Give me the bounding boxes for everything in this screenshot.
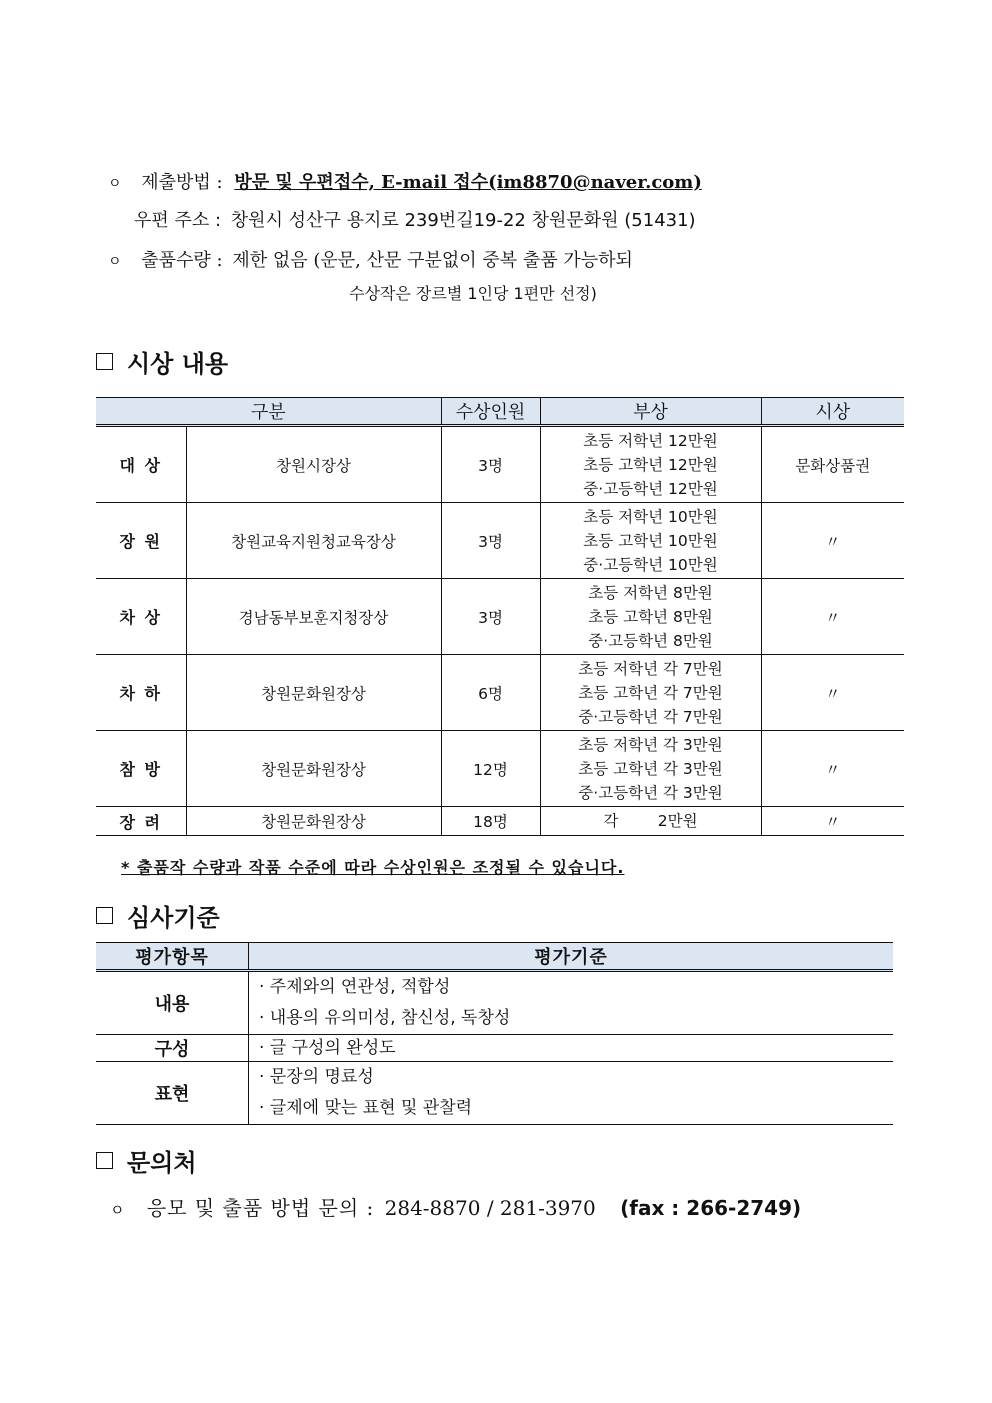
standard-line: · 글제에 맞는 표현 및 관찰력 xyxy=(259,1098,473,1118)
prize-line: 초등 고학년 12만원 xyxy=(583,455,718,474)
award-count: 3명 xyxy=(441,426,540,503)
award-grade: 대 상 xyxy=(96,426,186,503)
award-name: 창원문화원장상 xyxy=(186,655,441,731)
table-row xyxy=(96,579,904,655)
bullet: ㅇ xyxy=(110,1201,125,1219)
table-row xyxy=(96,1062,893,1125)
standard-line: · 내용의 유의미성, 참신성, 독창성 xyxy=(259,1008,511,1028)
award-grade: 참 방 xyxy=(96,731,186,807)
award-count: 3명 xyxy=(441,503,540,579)
prize-line: 각 2만원 xyxy=(603,812,698,830)
prize-line: 중·고등학년 10만원 xyxy=(583,555,718,574)
prize-line: 중·고등학년 8만원 xyxy=(588,631,713,650)
award-type: 〃 xyxy=(761,807,904,836)
prize-line: 초등 저학년 8만원 xyxy=(588,583,713,602)
award-prize xyxy=(540,807,761,836)
prize-line: 초등 저학년 각 7만원 xyxy=(578,659,723,678)
award-count: 3명 xyxy=(441,579,540,655)
award-count: 12명 xyxy=(441,731,540,807)
bullet: ㅇ xyxy=(108,176,122,192)
header-standard: 평가기준 xyxy=(249,943,894,971)
checkbox-square-icon xyxy=(96,907,113,924)
awards-section-title: 시상 내용 xyxy=(127,350,229,378)
contact-fax: (fax : 266-2749) xyxy=(620,1196,802,1220)
award-name: 창원시장상 xyxy=(186,426,441,503)
checkbox-square-icon xyxy=(96,1152,113,1169)
prize-line: 초등 고학년 각 7만원 xyxy=(578,683,723,702)
award-type: 〃 xyxy=(761,731,904,807)
prize-line: 초등 고학년 각 3만원 xyxy=(578,759,723,778)
contact-section-title: 문의처 xyxy=(127,1149,197,1177)
table-row xyxy=(96,807,904,836)
award-type: 문화상품권 xyxy=(761,426,904,503)
standard-line: · 문장의 명료성 xyxy=(259,1067,374,1087)
criteria-table xyxy=(96,942,893,1125)
submission-method-label: 제출방법 : xyxy=(141,172,223,193)
postal-address-line xyxy=(134,206,696,232)
table-header-row xyxy=(96,398,904,426)
checkbox-square-icon xyxy=(96,353,113,370)
award-name: 창원문화원장상 xyxy=(186,731,441,807)
award-name: 창원문화원장상 xyxy=(186,807,441,836)
award-grade: 장 원 xyxy=(96,503,186,579)
table-row xyxy=(96,731,904,807)
submission-method-value: 방문 및 우편접수, E-mail 접수(im8870@naver.com) xyxy=(234,172,702,193)
criteria-standards xyxy=(249,1035,894,1062)
submission-quantity-label: 출품수량 : xyxy=(141,250,223,271)
standard-line: · 글 구성의 완성도 xyxy=(259,1038,396,1058)
table-header-row xyxy=(96,943,893,971)
criteria-standards xyxy=(249,1062,894,1125)
header-category: 구분 xyxy=(96,398,441,426)
award-type: 〃 xyxy=(761,503,904,579)
contact-label: 응모 및 출품 방법 문의 : xyxy=(146,1196,375,1220)
contact-line xyxy=(110,1192,801,1221)
award-prize xyxy=(540,655,761,731)
contact-section-heading xyxy=(96,1143,197,1178)
table-row xyxy=(96,971,893,1035)
award-count: 6명 xyxy=(441,655,540,731)
table-row xyxy=(96,503,904,579)
award-grade: 차 상 xyxy=(96,579,186,655)
awards-section-heading xyxy=(96,344,228,379)
prize-line: 중·고등학년 각 7만원 xyxy=(578,707,723,726)
bullet: ㅇ xyxy=(108,254,122,270)
prize-line: 초등 저학년 10만원 xyxy=(583,507,718,526)
criteria-item: 표현 xyxy=(96,1062,249,1125)
submission-quantity-line xyxy=(108,246,633,272)
submission-method-line xyxy=(108,168,702,194)
award-count: 18명 xyxy=(441,807,540,836)
header-count: 수상인원 xyxy=(441,398,540,426)
award-prize xyxy=(540,579,761,655)
header-prize: 부상 xyxy=(540,398,761,426)
award-name: 경남동부보훈지청장상 xyxy=(186,579,441,655)
standard-line: · 주제와의 연관성, 적합성 xyxy=(259,977,451,997)
header-item: 평가항목 xyxy=(96,943,249,971)
contact-phones: 284-8870 / 281-3970 xyxy=(384,1196,596,1220)
award-type: 〃 xyxy=(761,579,904,655)
award-grade: 장 려 xyxy=(96,807,186,836)
submission-quantity-note: 수상작은 장르별 1인당 1편만 선정) xyxy=(349,284,597,303)
criteria-standards xyxy=(249,971,894,1035)
criteria-section-heading xyxy=(96,898,220,933)
award-prize xyxy=(540,731,761,807)
table-row xyxy=(96,655,904,731)
table-row xyxy=(96,426,904,503)
prize-line: 초등 고학년 8만원 xyxy=(588,607,713,626)
award-name: 창원교육지원청교육장상 xyxy=(186,503,441,579)
prize-line: 중·고등학년 각 3만원 xyxy=(578,783,723,802)
awards-table xyxy=(96,397,904,836)
submission-quantity-value: 제한 없음 (운문, 산문 구분없이 중복 출품 가능하되 xyxy=(232,250,633,271)
postal-address-label: 우편 주소 : xyxy=(134,210,222,231)
postal-address-value: 창원시 성산구 용지로 239번길19-22 창원문화원 (51431) xyxy=(230,210,696,231)
award-grade: 차 하 xyxy=(96,655,186,731)
header-award: 시상 xyxy=(761,398,904,426)
table-row xyxy=(96,1035,893,1062)
prize-line: 초등 저학년 12만원 xyxy=(583,431,718,450)
award-prize xyxy=(540,426,761,503)
criteria-section-title: 심사기준 xyxy=(127,904,220,932)
criteria-item: 구성 xyxy=(96,1035,249,1062)
award-prize xyxy=(540,503,761,579)
prize-line: 초등 고학년 10만원 xyxy=(583,531,718,550)
criteria-item: 내용 xyxy=(96,971,249,1035)
prize-line: 중·고등학년 12만원 xyxy=(583,479,718,498)
award-type: 〃 xyxy=(761,655,904,731)
prize-line: 초등 저학년 각 3만원 xyxy=(578,735,723,754)
awards-note: * 출품작 수량과 작품 수준에 따라 수상인원은 조정될 수 있습니다. xyxy=(121,858,625,877)
